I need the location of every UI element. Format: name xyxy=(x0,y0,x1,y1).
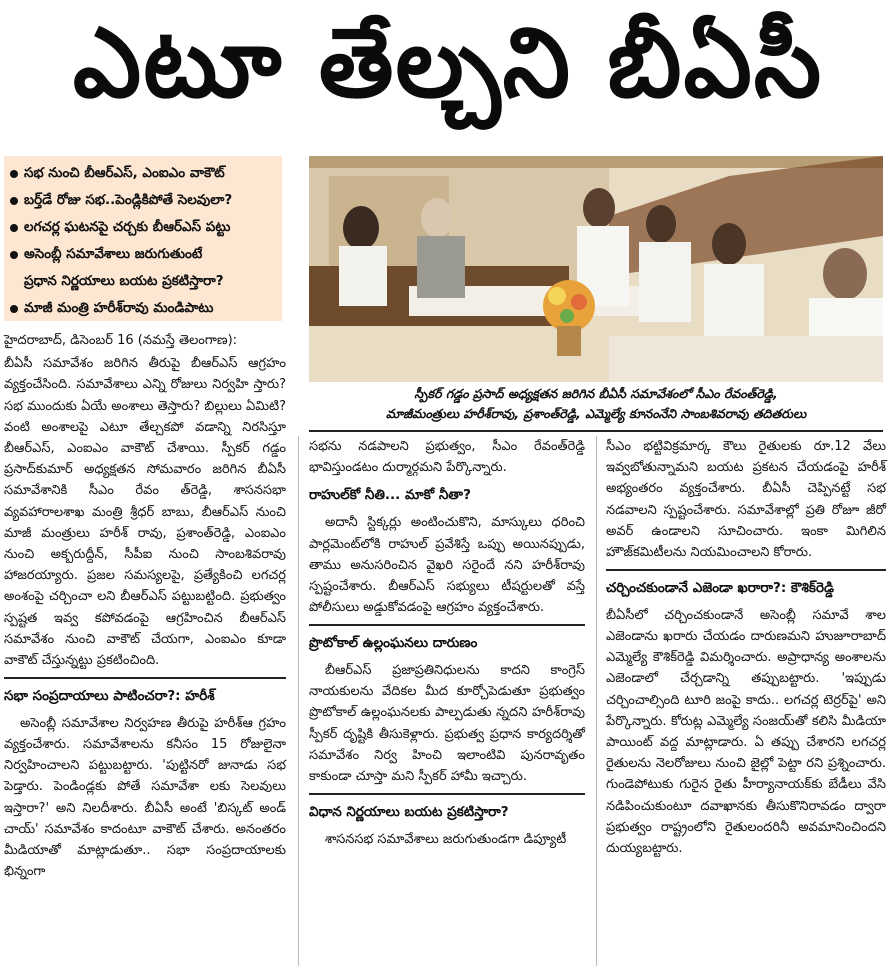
body-paragraph: అసెంబ్లీ సమావేశాల నిర్వహణ తీరుపై హరీశ్‌ఆ గ్రహం వ్యక్తంచేశారు. సమావేశాలను కనీసం 15 రోజులైనా నిర్వహించాలని పట్టుబట్టారు. 'పుట్టినరో జునాడు సభ పెడ్తారు. పెండిండ్లకు పోతే సమావేశా లకు సెలవులు ఇస్తారా?' అని నిలదీశారు. బీఏసీ అంటే 'బిస్కట్‌ అండ్‌ చాయ్‌' సమావేశం కాదంటూ వాకౌట్‌ చేశారు. అనంతరం మీడియాతో మాట్లాడుతూ.. సభా సంప్రదాయాలకు భిన్నంగా xyxy=(4,715,286,880)
column-divider xyxy=(298,436,299,966)
subheading: ప్రొటోకాల్‌ ఉల్లంఘనలు దారుణం xyxy=(309,634,478,651)
highlight-text: లగచర్ల ఘటనపై చర్చకు బీఆర్ఎస్‌ పట్టు xyxy=(24,219,231,235)
highlight-item-continued xyxy=(10,268,276,295)
highlight-text: ప్రధాన నిర్ణయాలు బయట ప్రకటిస్తారా? xyxy=(24,273,224,289)
subheading: సభా సంప్రదాయాలు పాటించరా?: హరీశ్‌ xyxy=(4,687,215,704)
column-divider xyxy=(596,436,597,966)
subheading: విధాన నిర్ణయాలు బయట ప్రకటిస్తారా? xyxy=(309,803,509,820)
headline: ఎటూ తేల్చని బీఏసీ xyxy=(72,7,824,119)
bullet-dot-icon xyxy=(10,305,18,313)
photo-caption xyxy=(309,384,883,424)
bullet-dot-icon xyxy=(10,224,18,232)
caption-line: స్పీకర్‌ గడ్డం ప్రసాద్‌ అధ్యక్షతన జరిగిన బీఏసీ సమావేశంలో సీఎం రేవంత్‌రెడ్డి, xyxy=(414,386,778,401)
body-paragraph: అదానీ స్టిక్కర్లు అంటించుకొని, మాస్కులు ధరించి పార్లమెంట్‌లోకి రాహుల్‌ ప్రవేశిస్తే ఒప్పు అయినప్పుడు, తాము అనుసరించిన వైఖరి సరైందే నని హరీశ్‌రావు స్పష్టంచేశారు. బీఆర్ఎస్‌ సభ్యులు టీషర్టులతో వస్తే పోలీసులు అడ్డుకోవడంపై ఆగ్రహం వ్యక్తంచేశారు. xyxy=(309,515,585,616)
highlight-item xyxy=(10,214,276,241)
caption-line: మాజీమంత్రులు హరీశ్‌రావు, ప్రశాంత్‌రెడ్డి, ఎమ్మెల్యే కూనంనేని సాంబశివరావు తదితరులు xyxy=(385,406,807,421)
bullet-dot-icon xyxy=(10,170,18,178)
subheading: రాహుల్‌కో నీతి... మాకో నీతా? xyxy=(309,487,471,504)
highlight-text: సభ నుంచి బీఆర్ఎస్‌, ఎంఐఎం వాకౌట్‌ xyxy=(24,165,225,181)
divider xyxy=(4,677,286,679)
dateline: హైదరాబాద్‌, డిసెంబర్‌ 16 (నమస్తే తెలంగాణ): xyxy=(4,333,238,348)
highlight-item xyxy=(10,187,276,214)
highlight-text: అసెంబ్లీ సమావేశాలు జరుగుతుంటే xyxy=(24,246,203,262)
divider xyxy=(309,430,883,432)
news-photo xyxy=(309,156,883,382)
article-column-3 xyxy=(606,436,886,861)
highlight-text: మాజీ మంత్రి హరీశ్‌రావు మండిపాటు xyxy=(24,300,214,316)
body-paragraph: బీఏసీ సమావేశం జరిగిన తీరుపై బీఆర్ఎస్‌ ఆగ్రహం వ్యక్తంచేసింది. సమావేశాలు ఎన్ని రోజులు నిర్వహి స్తారు? సభ ముందుకు ఏయే అంశాలు తెస్తారు? బిల్లులు ఏమిటి? వంటి అంశాలపై ఎటూ తేల్చకపో వడాన్ని నిరసిస్తూ బీఆర్ఎస్‌, ఎంఐఎం వాకౌట్‌ చేశాయి. స్పీకర్‌ గడ్డం ప్రసాద్‌కుమార్‌ అధ్యక్షతన సోమవారం జరిగిన బీఏసీ సమావేశానికి సీఎం రేవం త్‌రెడ్డి, శాసనసభా వ్యవహారాలశాఖ మంత్రి శ్రీధర్‌ బాబు, బీఆర్ఎస్‌ నుంచి మాజీ మంత్రులు హరీశ్‌ రావు, ప్రశాంత్‌రెడ్డి, ఎంఐఎం నుంచి అక్బరుద్దీన్‌, సీపీఐ నుంచి సాంబశివరావు హాజరయ్యారు. ప్రజల సమస్యలపై, ప్రత్యేకించి లగచర్ల అంశంపై చర్చించా లని బీఆర్ఎస్‌ పట్టుబట్టింది. ప్రభుత్వం స్పష్టత ఇవ్వ కపోవడంపై ఆగ్రహించిన బీఆర్ఎస్‌ సమావేశం నుంచి వాకౌట్‌ చేయగా, ఎంఐఎం కూడా వాకౌట్‌ చేస్తున్నట్టు ప్రకటించింది. xyxy=(4,356,286,669)
bullet-dot-icon xyxy=(10,251,18,259)
subheading: చర్చించకుండానే ఎజెండా ఖరారా?: కౌశిక్‌రెడ్డి xyxy=(606,579,834,596)
body-paragraph: సభను నడపాలని ప్రభుత్వం, సీఎం రేవంత్‌రెడ్డి భావిస్తుండటం దుర్మార్గమని పేర్కొన్నారు. xyxy=(309,439,585,476)
article-column-2 xyxy=(309,436,585,852)
body-paragraph: బీఏసీలో చర్చించకుండానే అసెంబ్లీ సమావే శాల ఎజెండాను ఖరారు చేయడం దారుణమని హుజూరాబాద్‌ ఎమ్మెల్యే కౌశిక్‌రెడ్డి విమర్శించారు. అప్రాధాన్య అంశాలను ఎజెండాలో చేర్చడాన్ని తప్పుబట్టారు. 'ఇప్పుడు చర్చించాల్సింది టూరి జంపై కాదు.. లగచర్ల టెర్రర్‌పై' అని పేర్కొన్నారు. కోరుట్ల ఎమ్మెల్యే సంజయ్‌తో కలిసి మీడియా పాయింట్‌ వద్ద మాట్లాడారు. ఏ తప్పు చేశారని లగచర్ల రైతులను నెలరోజులు నుంచి జైల్లో పెట్టా రని ప్రశ్నించారు. గుండెపోటుకు గురైన రైతు హీర్యానాయక్‌కు బేడీలు వేసి నడిపించుకుంటూ దవాఖానకు తీసుకొనిరావడం ద్వారా ప్రభుత్వం రాష్ట్రంలోని రైతులందరినీ అవమానించిందని దుయ్యబట్టారు. xyxy=(606,607,886,856)
body-paragraph: శాసనసభ సమావేశాలు జరుగుతుండగా డిప్యూటీ xyxy=(325,831,567,847)
bullet-dot-icon xyxy=(10,197,18,205)
article-column-1 xyxy=(4,330,286,884)
highlights-box xyxy=(4,156,282,321)
highlight-item xyxy=(10,295,276,322)
divider xyxy=(606,569,886,571)
highlight-item xyxy=(10,241,276,268)
divider xyxy=(309,624,585,626)
divider xyxy=(309,793,585,795)
highlight-item xyxy=(10,160,276,187)
highlight-text: బర్త్‌డే రోజు సభ..పెండ్లికిపోతే సెలవులా? xyxy=(24,192,233,208)
body-paragraph: సీఎం భట్టివిక్రమార్క కౌలు రైతులకు రూ.12 వేలు ఇవ్వబోతున్నామని బయట ప్రకటన చేయడంపై హరీశ్‌ అభ్యంతరం వ్యక్తంచేశారు. బీఏసీ చెప్పినట్టే సభ నడవాలని స్పష్టంచేశారు. సమావేశాల్లో ప్రతి రోజూ జీరో అవర్‌ ఉండాలని సూచించారు. ఇంకా మిగిలిన హౌజ్‌కమిటీలను నియమించాలని కోరారు. xyxy=(606,439,886,561)
body-paragraph: బీఆర్ఎస్‌ ప్రజాప్రతినిధులను కాదని కాంగ్రెస్‌ నాయకులను వేదికల మీద కూర్చోపెడుతూ ప్రభుత్వం ప్రొటోకాల్‌ ఉల్లంఘనలకు పాల్పడుతు న్నదని హరీశ్‌రావు స్పీకర్‌ దృష్టికి తీసుకెళ్లారు. ప్రభుత్వ ప్రధాన కార్యదర్శితో సమావేశం నిర్వ హించి ఇలాంటివి పునరావృతం కాకుండా చూస్తా మని స్పీకర్‌ హామీ ఇచ్చారు. xyxy=(309,662,585,784)
